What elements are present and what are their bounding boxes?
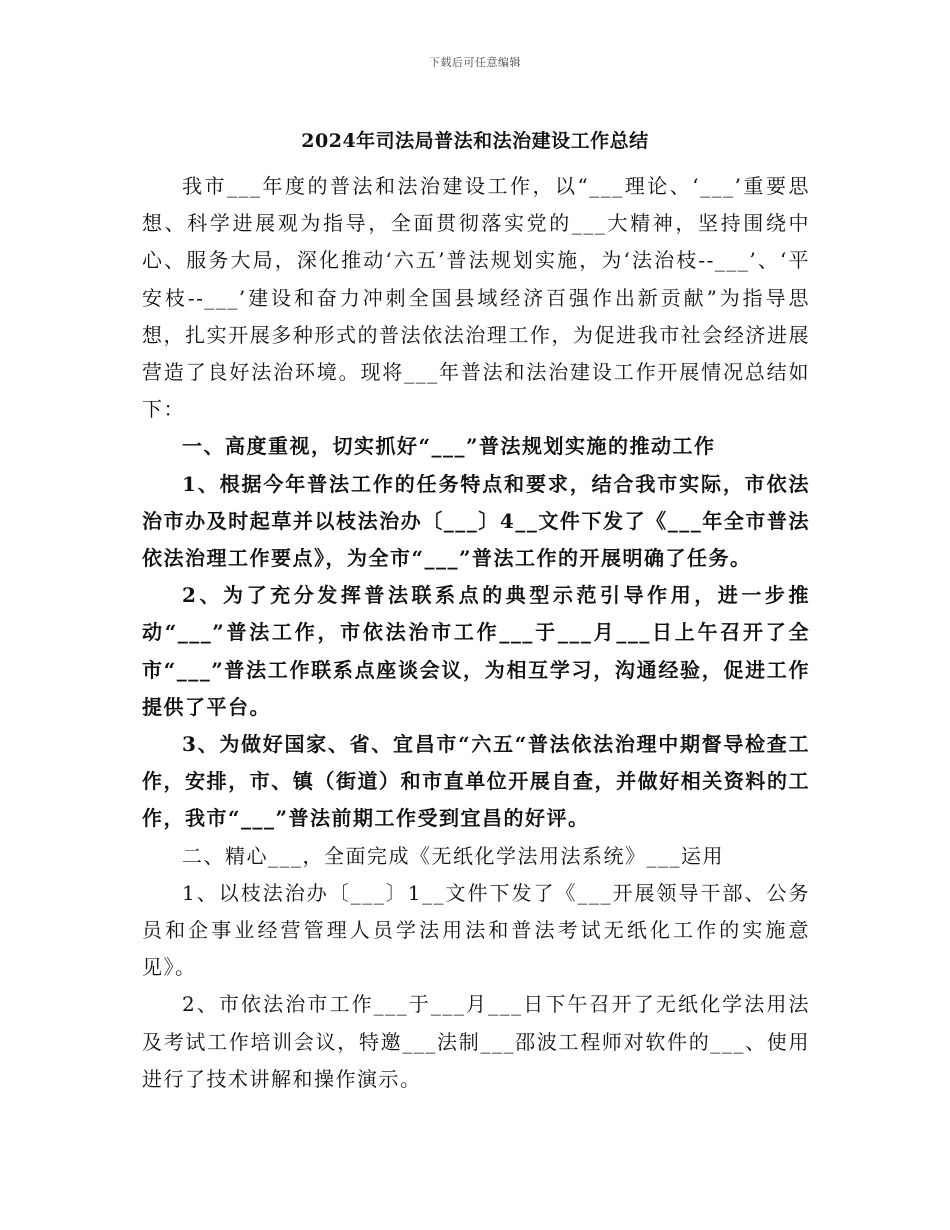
header-note: 下载后可任意编辑 (429, 56, 521, 69)
section-heading-1: 一、高度重视，切实抓好“___”普法规划实施的推动工作 (182, 434, 716, 459)
section-heading-2: 二、精心___，全面完成《无纸化学法用法系统》___运用 (182, 843, 724, 868)
intro-paragraph: 我市___年度的普法和法治建设工作，以“___理论、‘___’重要思想、科学进展观为指导，全面贯彻落实党的___大精神，坚持围绕中心、服务大局，深化推动‘六五’普法规划实施，为‘法治枝--___’、‘平安枝--___’建设和奋力冲刺全国县域经济百强作出新贡献”为指导思想，扎实开展多种形式的普法依法治理工作，为促进我市社会经济进展营造了良好法治环境。现将___年普法和法治建设工作开展情况总结如下： (142, 174, 810, 422)
document-body (142, 168, 810, 1098)
section-2-item-2: 2、市依法治市工作___于___月___日下午召开了无纸化学法用法及考试工作培训会议，特邀___法制___邵波工程师对软件的___、使用进行了技术讲解和操作演示。 (142, 992, 810, 1091)
section-1-item-3: 3、为做好国家、省、宜昌市“六五“普法依法治理中期督导检查工作，安排，市、镇（街道）和市直单位开展自查，并做好相关资料的工作，我市“___”普法前期工作受到宜昌的好评。 (142, 732, 810, 831)
section-1-item-2: 2、为了充分发挥普法联系点的典型示范引导作用，进一步推动“___”普法工作，市依法治市工作___于___月___日上午召开了全市“___”普法工作联系点座谈会议，为相互学习，沟通经验，促进工作提供了平台。 (142, 583, 810, 719)
section-1-item-1: 1、根据今年普法工作的任务特点和要求，结合我市实际，市依法治市办及时起草并以枝法治办〔___〕4__文件下发了《___年全市普法依法治理工作要点》，为全市“___”普法工作的开展明确了任务。 (142, 471, 810, 571)
document-title: 2024年司法局普法和法治建设工作总结 (301, 130, 649, 152)
section-2-item-1: 1、以枝法治办〔___〕1__文件下发了《___开展领导干部、公务员和企事业经营管理人员学法用法和普法考试无纸化工作的实施意见》。 (142, 880, 810, 980)
